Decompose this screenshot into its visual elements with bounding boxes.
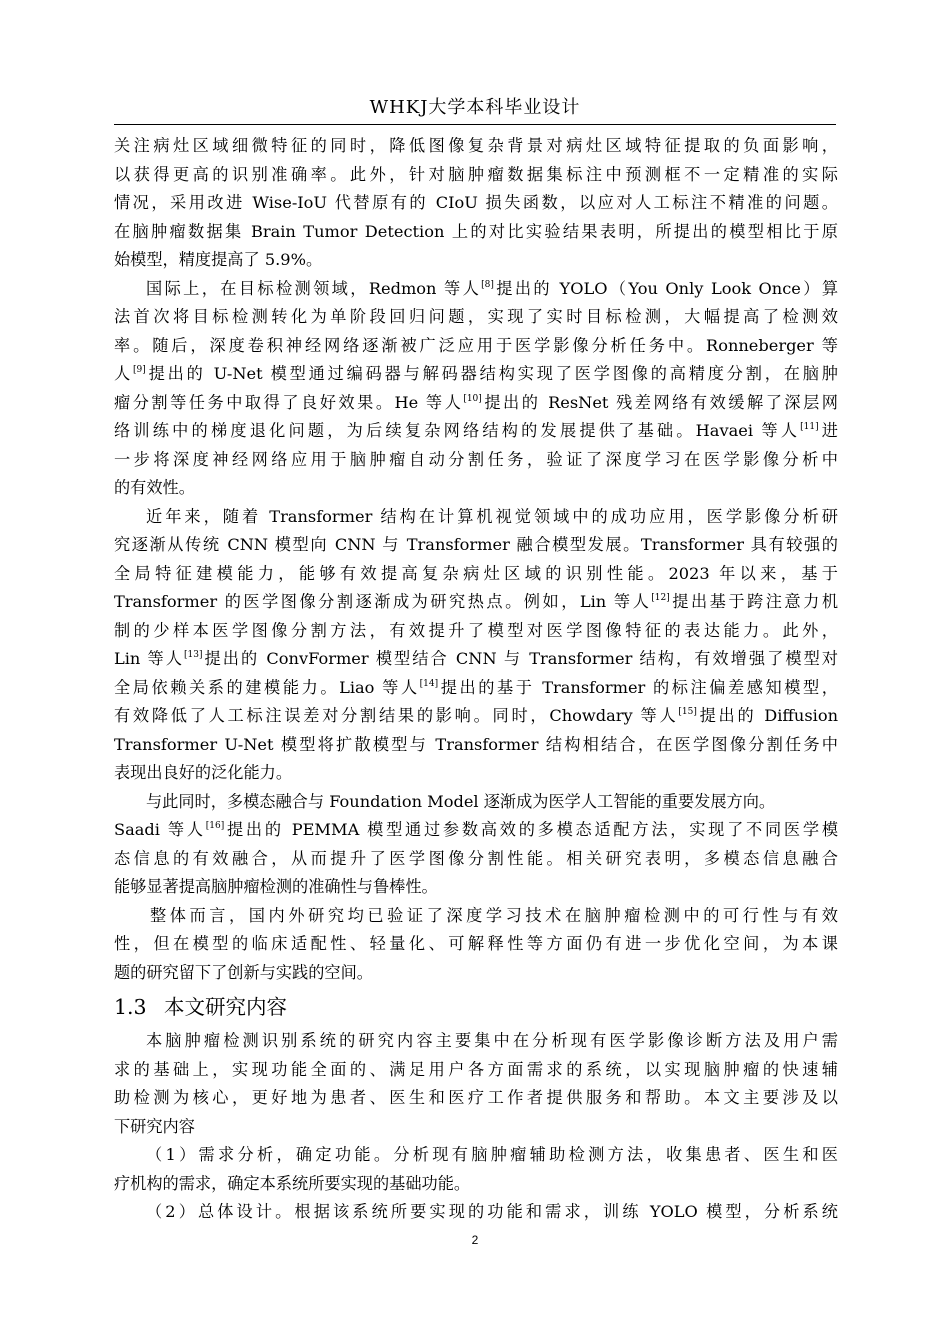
citation-11: [11]	[800, 422, 819, 432]
text-run: 络训练中的梯度退化问题，为后续复杂网络结构的发展提供了基础。Havaei 等人	[114, 421, 801, 440]
paragraph-3	[114, 503, 838, 788]
citation-16: [16]	[205, 821, 225, 831]
text-run: 提出基于跨注意力机	[669, 592, 839, 611]
text-line: 与此同时，多模态融合与 Foundation Model 逐渐成为医学人工智能的重要发展方向。	[146, 791, 776, 811]
text-line: 制的少样本医学图像分割方法，有效提升了模型对医学图像特征的表达能力。此外，	[114, 620, 838, 640]
text-line	[114, 275, 838, 304]
text-line	[114, 645, 838, 674]
text-line	[114, 417, 838, 446]
text-run: 进	[818, 421, 838, 440]
citation-14: [14]	[419, 678, 439, 689]
citation-12: [12]	[651, 593, 670, 603]
text-line: 助检测为核心，更好地为患者、医生和医疗工作者提供服务和帮助。本文主要涉及以	[114, 1088, 838, 1107]
text-line: 情况，采用改进 Wise-IoU 代替原有的 CIoU 损失函数，以应对人工标注不精准的问题。	[114, 193, 838, 212]
citation-13: [13]	[184, 650, 203, 660]
text-line: 下研究内容	[114, 1116, 195, 1136]
text-line: 一步将深度神经网络应用于脑肿瘤自动分割任务，验证了深度学习在医学影像分析中	[114, 449, 838, 469]
text-line: 本脑肿瘤检测识别系统的研究内容主要集中在分析现有医学影像诊断方法及用户需	[146, 1031, 838, 1050]
text-line: 法首次将目标检测转化为单阶段回归问题，实现了实时目标检测，大幅提高了检测效	[114, 307, 838, 326]
text-line	[114, 389, 838, 418]
text-line: 疗机构的需求，确定本系统所要实现的基础功能。	[114, 1173, 471, 1193]
text-line	[114, 360, 838, 389]
text-run: 人	[114, 364, 134, 383]
text-line: 究逐渐从传统 CNN 模型向 CNN 与 Transformer 融合模型发展。Transformer 具有较强的	[114, 535, 838, 554]
text-line: 的有效性。	[114, 478, 195, 497]
text-run: 国际上，在目标检测领域，Redmon 等人	[146, 278, 482, 298]
text-run: Saadi 等人	[114, 820, 206, 839]
page-header: WHKJ大学本科毕业设计	[369, 97, 581, 118]
citation-10: [10]	[463, 393, 482, 404]
citation-15: [15]	[678, 707, 697, 717]
text-run: 提出的 YOLO（You Only Look Once）算	[493, 278, 839, 298]
text-line: （2）总体设计。根据该系统所要实现的功能和需求，训练 YOLO 模型，分析系统	[146, 1202, 838, 1221]
text-run: 提出的 Diffusion	[696, 706, 839, 725]
text-run: 提出的基于 Transformer 的标注偏差感知模型，	[438, 677, 838, 697]
text-run: 有效降低了人工标注误差对分割结果的影响。同时，Chowdary 等人	[114, 706, 679, 725]
text-line: 求的基础上，实现功能全面的、满足用户各方面需求的系统，以实现脑肿瘤的快速辅	[114, 1059, 838, 1079]
paragraph-6	[114, 1027, 838, 1141]
text-line: 在脑肿瘤数据集 Brain Tumor Detection 上的对比实验结果表明，所提出的模型相比于原	[114, 221, 838, 241]
citation-8: [8]	[481, 279, 494, 290]
text-run: 瘤分割等任务中取得了良好效果。He 等人	[114, 392, 464, 412]
citation-9: [9]	[133, 365, 146, 375]
text-line: 能够显著提高脑肿瘤检测的准确性与鲁棒性。	[114, 877, 438, 896]
text-line: 始模型，精度提高了 5.9%。	[114, 250, 323, 269]
section-number: 1.3	[114, 995, 147, 1019]
text-run: 提出的 ConvFormer 模型结合 CNN 与 Transformer 结构，有效增强了模型对	[202, 649, 838, 668]
document-body	[114, 132, 838, 1227]
text-line: 以获得更高的识别准确率。此外，针对脑肿瘤数据集标注中预测框不一定精准的实际	[114, 164, 838, 184]
text-line: 近年来，随着 Transformer 结构在计算机视觉领域中的成功应用，医学影像分析研	[146, 506, 838, 526]
text-line: （1）需求分析，确定功能。分析现有脑肿瘤辅助检测方法，收集患者、医生和医	[146, 1145, 838, 1164]
paragraph-2	[114, 275, 838, 503]
text-line: 整体而言，国内外研究均已验证了深度学习技术在脑肿瘤检测中的可行性与有效	[150, 905, 838, 925]
paragraph-1	[114, 132, 838, 275]
text-run: 提出的 PEMMA 模型通过参数高效的多模态适配方法，实现了不同医学模	[224, 820, 839, 839]
text-line: 题的研究留下了创新与实践的空间。	[114, 962, 373, 982]
text-run: Transformer 的医学图像分割逐渐成为研究热点。例如，Lin 等人	[114, 592, 652, 611]
list-item	[114, 1198, 838, 1227]
section-title: 本文研究内容	[164, 995, 287, 1019]
section-heading	[114, 987, 838, 1027]
text-line: Transformer U-Net 模型将扩散模型与 Transformer 结构相结合，在医学图像分割任务中	[114, 734, 838, 754]
list-item	[114, 1141, 838, 1198]
text-run: 全局依赖关系的建模能力。Liao 等人	[114, 677, 420, 697]
text-run: 提出的 U-Net 模型通过编码器与解码器结构实现了医学图像的高精度分割，在脑肿	[145, 364, 838, 383]
text-line	[114, 816, 838, 845]
paragraph-4	[114, 788, 838, 902]
text-line: 性，但在模型的临床适配性、轻量化、可解释性等方面仍有进一步优化空间，为本课	[114, 934, 838, 953]
text-line: 态信息的有效融合，从而提升了医学图像分割性能。相关研究表明，多模态信息融合	[114, 848, 838, 868]
text-run: Lin 等人	[114, 649, 185, 668]
page-number: 2	[471, 1233, 479, 1247]
text-line: 表现出良好的泛化能力。	[114, 763, 293, 782]
text-run: 提出的 ResNet 残差网络有效缓解了深层网	[481, 392, 838, 412]
text-line: 全局特征建模能力，能够有效提高复杂病灶区域的识别性能。2023 年以来，基于	[114, 563, 838, 583]
text-line	[114, 674, 838, 703]
text-line: 关注病灶区域细微特征的同时，降低图像复杂背景对病灶区域特征提取的负面影响，	[114, 136, 838, 155]
text-line	[114, 588, 838, 617]
text-line: 率。随后，深度卷积神经网络逐渐被广泛应用于医学影像分析任务中。Ronneberger 等	[114, 335, 838, 355]
header-rule	[114, 124, 836, 125]
paragraph-5	[114, 902, 838, 988]
text-line	[114, 702, 838, 731]
